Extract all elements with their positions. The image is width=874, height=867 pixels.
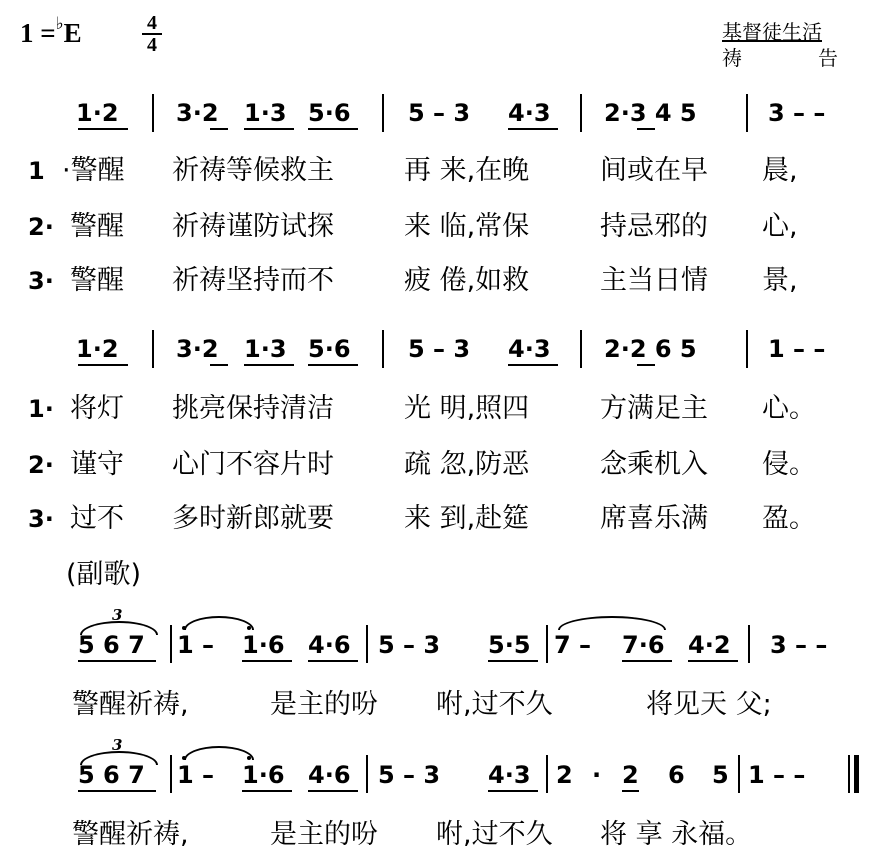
book-title: 基督徒生活 — [722, 20, 822, 44]
note-group: 5 – 3 — [408, 335, 471, 363]
note-group: 4·2 — [688, 631, 731, 659]
flat-sign: ♭ — [55, 14, 64, 33]
note-group: 4·6 — [308, 761, 351, 789]
dot-note: · — [592, 761, 602, 789]
note-group: 1 – — [177, 631, 215, 659]
note: 5 — [712, 761, 729, 789]
note-group: 1 – — [177, 761, 215, 789]
note-group: 5 6 7 — [78, 631, 145, 659]
note-group: 5 – 3 — [378, 761, 441, 789]
note: 2 — [556, 761, 573, 789]
note-group: 5 6 7 — [78, 761, 145, 789]
note-group: 2·3 4 5 — [604, 99, 697, 127]
note: 2 — [622, 761, 639, 789]
note-group: 1·6 — [242, 761, 285, 789]
note-group: 4·3 — [488, 761, 531, 789]
note: 6 — [668, 761, 685, 789]
note-group: 1·2 — [76, 99, 119, 127]
key-signature: 1 =♭E — [20, 14, 82, 48]
note-group: 5·6 — [308, 335, 351, 363]
category-char-2: 告 — [818, 46, 838, 70]
note-group: 3 – – — [770, 631, 828, 659]
note-group: 1·6 — [242, 631, 285, 659]
note-group: 2·2 6 5 — [604, 335, 697, 363]
triplet-mark: 3 — [112, 736, 123, 754]
note-group: 4·3 — [508, 335, 551, 363]
note-group: 5·6 — [308, 99, 351, 127]
triplet-mark: 3 — [112, 606, 123, 624]
note-group: 4·6 — [308, 631, 351, 659]
chorus-label: (副歌) — [66, 559, 142, 590]
note-group: 1·3 — [244, 335, 287, 363]
note-group: 3 – – — [768, 99, 826, 127]
note-group: 5 – 3 — [408, 99, 471, 127]
note-group: 7 – — [554, 631, 592, 659]
note-group: 1 – – — [768, 335, 826, 363]
note-group: 1·3 — [244, 99, 287, 127]
note-group: 3·2 — [176, 99, 219, 127]
note-group: 3·2 — [176, 335, 219, 363]
note-group: 1 – – — [748, 761, 806, 789]
note-group: 4·3 — [508, 99, 551, 127]
time-signature: 4 4 — [140, 14, 164, 54]
note-group: 1·2 — [76, 335, 119, 363]
note-group: 7·6 — [622, 631, 665, 659]
note-group: 5 – 3 — [378, 631, 441, 659]
category-char-1: 祷 — [722, 46, 742, 70]
note-group: 5·5 — [488, 631, 531, 659]
